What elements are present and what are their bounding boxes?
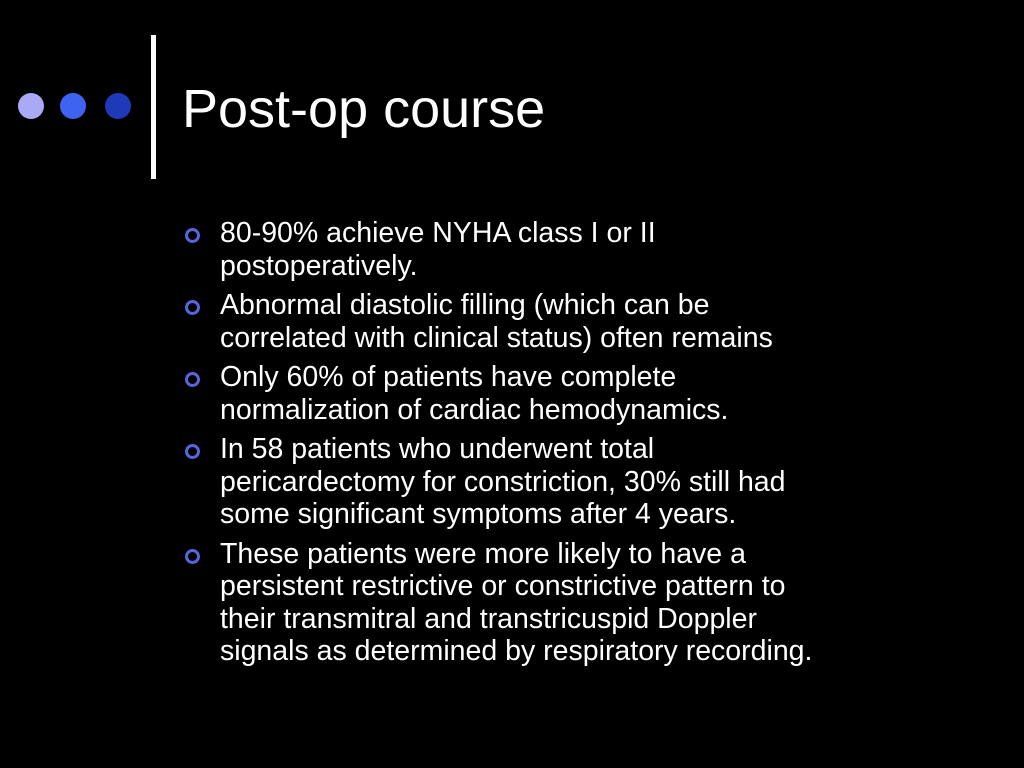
bullet-line: Only 60% of patients have complete [220,361,677,393]
bullet-line: signals as determined by respiratory recording. [220,635,813,667]
bullet-line: pericardectomy for constriction, 30% still had [220,465,786,498]
dot-icon [18,93,44,119]
decorative-dots [18,93,133,121]
bullet-item [183,289,983,354]
slide-title: Post-op course [182,79,546,139]
bullet-line: their transmitral and transtricuspid Doppler [220,602,757,635]
bullet-line: Abnormal diastolic filling (which can be [220,289,710,321]
hollow-circle-bullet-icon [185,300,200,315]
bullet-item [183,538,983,668]
bullet-item [183,361,983,426]
dot-icon [60,93,86,119]
bullet-line: These patients were more likely to have a [220,537,746,570]
bullet-list [183,217,983,675]
bullet-line: postoperatively. [220,249,418,282]
bullet-item [183,433,983,531]
title-divider-line [151,35,156,179]
bullet-line: In 58 patients who underwent total [220,433,655,465]
hollow-circle-bullet-icon [185,228,200,243]
hollow-circle-bullet-icon [185,549,200,564]
bullet-line: correlated with clinical status) often remains [220,321,773,354]
bullet-line: some significant symptoms after 4 years. [220,498,737,530]
bullet-item [183,217,983,282]
bullet-line: 80-90% achieve NYHA class I or II [220,217,656,249]
hollow-circle-bullet-icon [185,444,200,459]
bullet-line: persistent restrictive or constrictive pattern to [220,570,786,602]
dot-icon [105,93,131,119]
hollow-circle-bullet-icon [185,372,200,387]
bullet-line: normalization of cardiac hemodynamics. [220,393,729,426]
